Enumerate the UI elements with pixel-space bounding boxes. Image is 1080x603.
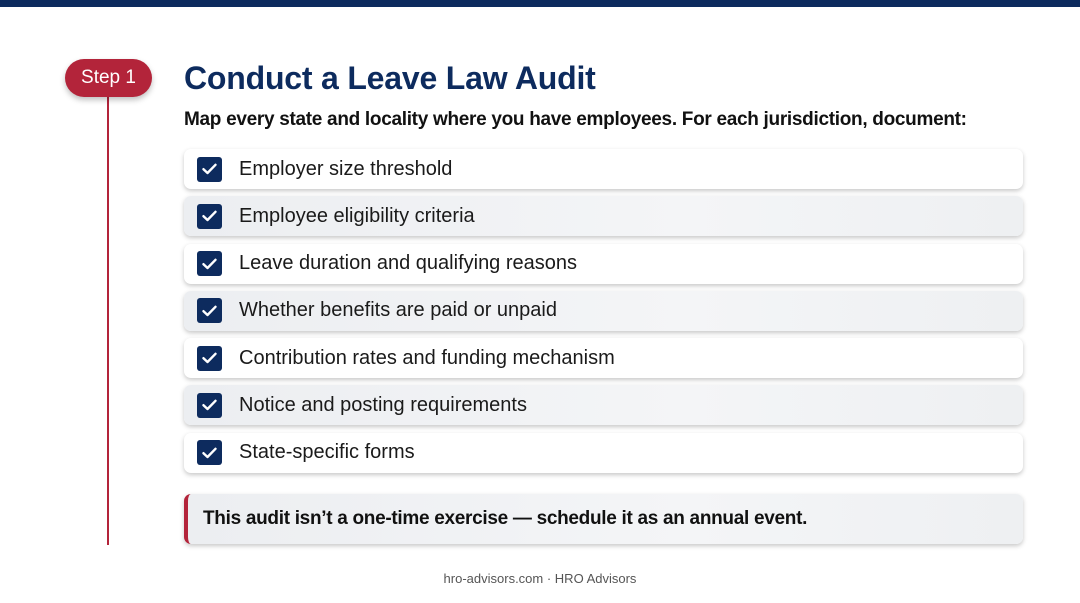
checklist-item <box>184 291 1023 331</box>
checkmark-icon <box>202 210 217 222</box>
checkbox-checked[interactable] <box>197 393 222 418</box>
checkmark-icon <box>202 399 217 411</box>
callout-note-text: This audit isn’t a one-time exercise — schedule it as an annual event. <box>203 508 808 529</box>
checkbox-checked[interactable] <box>197 204 222 229</box>
checklist-item-label: Whether benefits are paid or unpaid <box>239 299 557 322</box>
checkbox-checked[interactable] <box>197 440 222 465</box>
slide-title: Conduct a Leave Law Audit <box>184 60 596 96</box>
checklist-item-label: State-specific forms <box>239 441 415 464</box>
checklist-item-label: Leave duration and qualifying reasons <box>239 252 578 275</box>
checklist-item <box>184 196 1023 236</box>
checkbox-checked[interactable] <box>197 346 222 371</box>
checkmark-icon <box>202 163 217 175</box>
checkmark-icon <box>202 258 217 270</box>
step-timeline-line <box>107 90 109 545</box>
callout-note <box>184 494 1023 544</box>
footer-attribution: hro-advisors.com · HRO Advisors <box>443 571 637 586</box>
checkbox-checked[interactable] <box>197 157 222 182</box>
checkbox-checked[interactable] <box>197 251 222 276</box>
slide-subtitle: Map every state and locality where you have employees. For each jurisdiction, document: <box>184 109 967 130</box>
top-accent-bar <box>0 0 1080 7</box>
checklist-item <box>184 433 1023 473</box>
checkmark-icon <box>202 305 217 317</box>
checklist-item-label: Contribution rates and funding mechanism <box>239 346 615 369</box>
step-badge: Step 1 <box>65 59 152 97</box>
checkmark-icon <box>202 447 217 459</box>
checklist-item <box>184 385 1023 425</box>
checklist-item <box>184 338 1023 378</box>
checklist-item-label: Employer size threshold <box>239 157 453 180</box>
checklist-item-label: Notice and posting requirements <box>239 393 527 416</box>
checkbox-checked[interactable] <box>197 298 222 323</box>
checklist-item-label: Employee eligibility criteria <box>239 204 475 227</box>
checklist-item <box>184 244 1023 284</box>
checklist-item <box>184 149 1023 189</box>
checkmark-icon <box>202 352 217 364</box>
checklist <box>184 149 1023 480</box>
